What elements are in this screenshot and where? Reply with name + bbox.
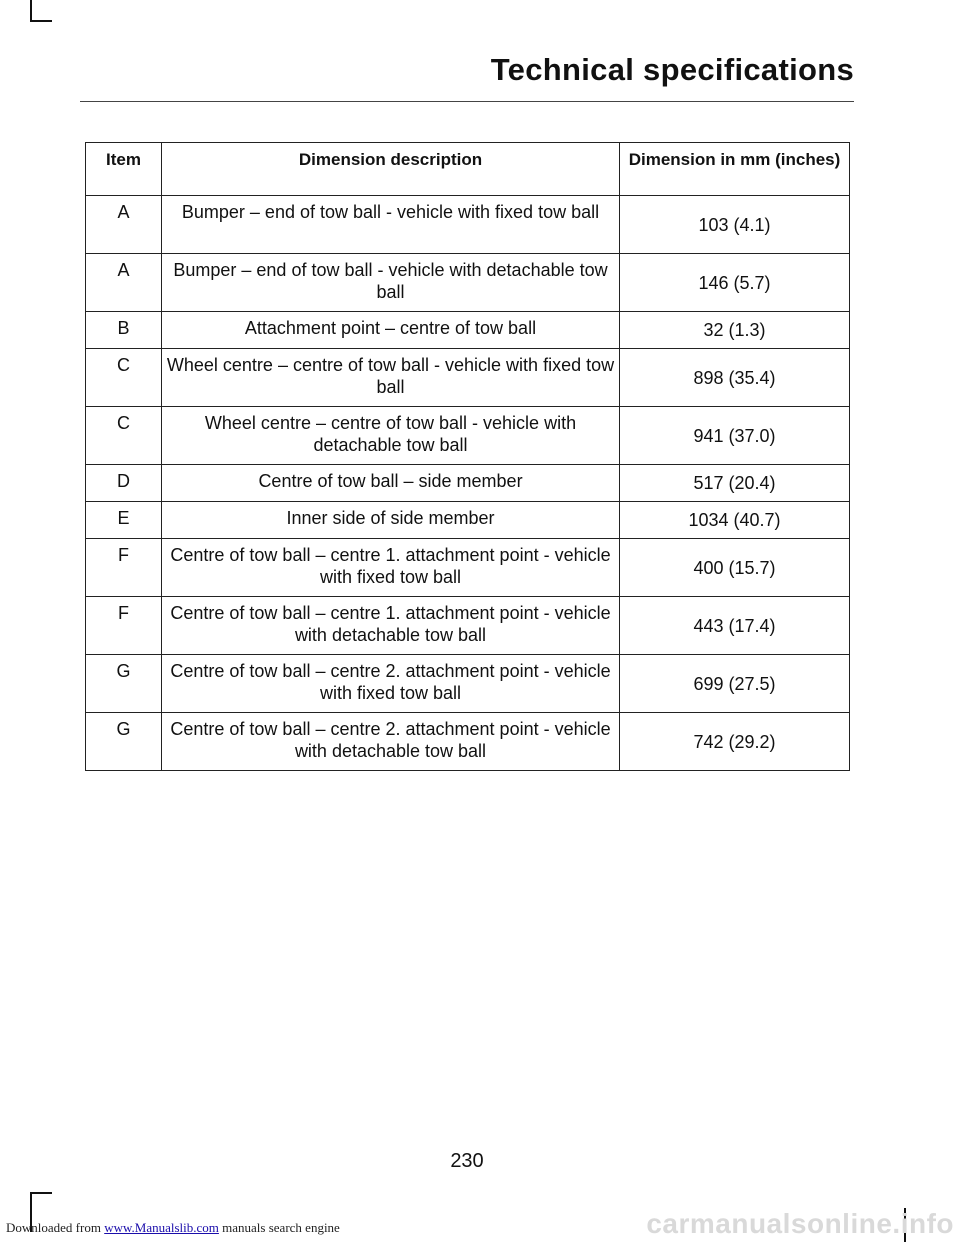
table-row (86, 713, 850, 771)
cell-item: C (86, 407, 162, 465)
table-row (86, 407, 850, 465)
cell-item: D (86, 465, 162, 502)
cell-item: G (86, 713, 162, 771)
cell-description: Centre of tow ball – centre 1. attachment point - vehicle with fixed tow ball (162, 539, 620, 597)
page-number: 230 (450, 1150, 484, 1172)
table-row (86, 349, 850, 407)
footer-prefix: Downloaded from (6, 1220, 105, 1235)
cell-description: Centre of tow ball – centre 1. attachment point - vehicle with detachable tow ball (162, 597, 620, 655)
cell-dimension: 146 (5.7) (620, 254, 850, 312)
site-watermark: carmanualsonline.info (646, 1208, 954, 1239)
table-row (86, 254, 850, 312)
cell-description: Wheel centre – centre of tow ball - vehicle with fixed tow ball (162, 349, 620, 407)
cell-dimension: 517 (20.4) (620, 465, 850, 502)
cell-item: E (86, 502, 162, 539)
cell-dimension: 400 (15.7) (620, 539, 850, 597)
cell-description: Inner side of side member (162, 502, 620, 539)
table-row (86, 655, 850, 713)
cell-item: A (86, 254, 162, 312)
cell-item: C (86, 349, 162, 407)
crop-mark-bottom-left-horizontal (30, 1192, 52, 1194)
page-title: Technical specifications (490, 52, 854, 87)
cell-dimension: 103 (4.1) (620, 196, 850, 254)
cell-item: F (86, 539, 162, 597)
cell-dimension: 699 (27.5) (620, 655, 850, 713)
download-footer (6, 1220, 340, 1236)
table-row (86, 539, 850, 597)
cell-description: Centre of tow ball – side member (162, 465, 620, 502)
cell-dimension: 443 (17.4) (620, 597, 850, 655)
cell-description: Bumper – end of tow ball - vehicle with detachable tow ball (162, 254, 620, 312)
cell-item: B (86, 312, 162, 349)
cell-dimension: 742 (29.2) (620, 713, 850, 771)
column-header-description: Dimension description (162, 143, 620, 196)
table-row (86, 597, 850, 655)
table-row (86, 196, 850, 254)
column-header-item: Item (86, 143, 162, 196)
cell-description: Centre of tow ball – centre 2. attachment point - vehicle with detachable tow ball (162, 713, 620, 771)
table-header-row (86, 143, 850, 196)
cell-item: G (86, 655, 162, 713)
footer-suffix: manuals search engine (218, 1220, 340, 1235)
cell-dimension: 898 (35.4) (620, 349, 850, 407)
cell-description: Wheel centre – centre of tow ball - vehicle with detachable tow ball (162, 407, 620, 465)
dimension-table (85, 142, 850, 771)
cell-dimension: 32 (1.3) (620, 312, 850, 349)
cell-item: A (86, 196, 162, 254)
crop-mark-top-left-vertical (30, 0, 32, 22)
manualslib-link[interactable]: www.Manualslib.com (104, 1220, 219, 1235)
cell-item: F (86, 597, 162, 655)
title-divider (80, 101, 854, 102)
crop-mark-top-left-horizontal (30, 20, 52, 22)
table-row (86, 465, 850, 502)
table-row (86, 502, 850, 539)
column-header-dimension: Dimension in mm (inches) (620, 143, 850, 196)
cell-description: Centre of tow ball – centre 2. attachment point - vehicle with fixed tow ball (162, 655, 620, 713)
cell-description: Bumper – end of tow ball - vehicle with fixed tow ball (162, 196, 620, 254)
table-row (86, 312, 850, 349)
cell-description: Attachment point – centre of tow ball (162, 312, 620, 349)
cell-dimension: 941 (37.0) (620, 407, 850, 465)
cell-dimension: 1034 (40.7) (620, 502, 850, 539)
